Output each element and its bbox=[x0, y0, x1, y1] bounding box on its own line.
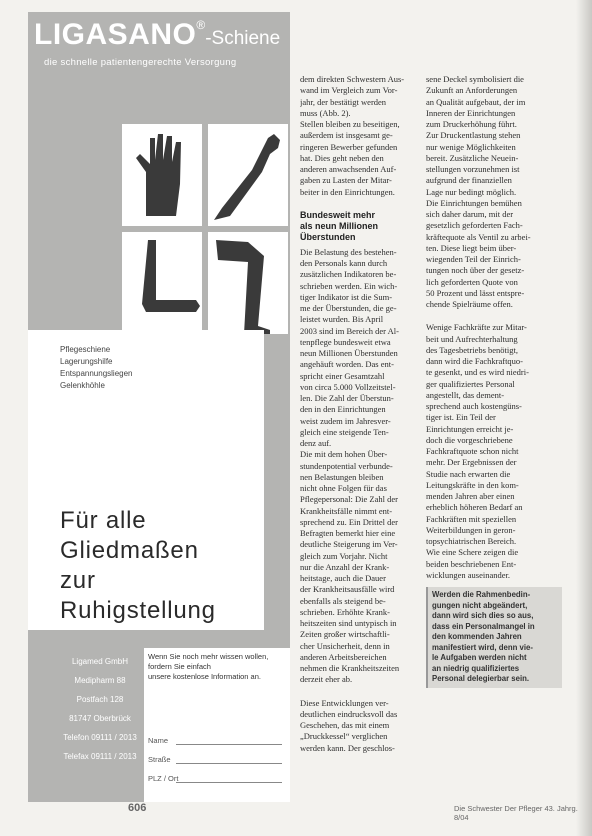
order-coupon bbox=[28, 648, 290, 802]
text-line: ger qualifiziertes Personal bbox=[426, 378, 515, 389]
text-line: Fachkräften mit speziellen bbox=[426, 513, 517, 524]
text-line: manifestiert wird, denn vie- bbox=[432, 642, 533, 652]
field-label: Straße bbox=[148, 755, 171, 764]
pull-quote bbox=[426, 587, 562, 688]
text-line: Leitungskräfte in den kom- bbox=[426, 479, 519, 490]
text-line: den in den Einrichtungen bbox=[300, 404, 386, 415]
text-line: Krankheitsfälle nimmt ent- bbox=[300, 505, 393, 516]
bent-arm-icon bbox=[122, 232, 202, 334]
text-line: doch die vorgeschriebene bbox=[426, 434, 513, 445]
text-line: Zeiten großer wirtschaftli- bbox=[300, 629, 390, 640]
city-field[interactable] bbox=[148, 770, 282, 789]
address-line: Medipharm 88 bbox=[74, 676, 126, 685]
text-line: Wenige Fachkräfte zur Mitar- bbox=[426, 322, 527, 333]
text-line: wand im Vergleich zum Vor- bbox=[300, 85, 398, 96]
paragraph bbox=[300, 698, 418, 754]
text-line: hat. Dies geht neben den bbox=[300, 152, 384, 163]
text-line: beiden beschriebenen Ent- bbox=[426, 558, 517, 569]
text-line: „Druckkessel“ verglichen bbox=[300, 731, 388, 742]
text-line: heitstage, auch die Dauer bbox=[300, 573, 386, 583]
text-line: sene Deckel symbolisiert die bbox=[426, 74, 524, 84]
text-line: angehäuft worden. Das ent- bbox=[300, 359, 394, 370]
text-line: Werden die Rahmenbedin- bbox=[432, 590, 531, 599]
coupon-intro-line: fordern Sie einfach bbox=[148, 662, 211, 671]
text-line: Fachkraftquote schon nicht bbox=[426, 446, 519, 456]
coupon-fields bbox=[148, 732, 282, 789]
name-field[interactable] bbox=[148, 732, 282, 751]
slogan-line: Für alle bbox=[60, 507, 147, 534]
paragraph bbox=[300, 247, 418, 686]
text-line: den kommenden Jahren bbox=[432, 632, 522, 641]
text-line: zusätzlichen Indikatoren be- bbox=[300, 269, 397, 280]
pull-quote-text bbox=[432, 590, 559, 685]
text-line: nicht ohne Folgen für das bbox=[300, 483, 387, 493]
text-line: tungen noch über der gesetz- bbox=[426, 265, 525, 276]
text-line: derzeit eher ab. bbox=[300, 674, 353, 685]
text-line: topsychiatrischen Bereich. bbox=[426, 536, 517, 546]
text-line: dem direkten Schwestern Aus- bbox=[300, 74, 405, 84]
text-line: neun Millionen Überstunden bbox=[300, 348, 398, 358]
ad-white-panel bbox=[28, 330, 264, 630]
ad-slogan bbox=[60, 506, 260, 626]
company-address bbox=[58, 652, 142, 766]
text-line: beit und Aufrechterhaltung bbox=[426, 333, 518, 344]
text-line: Personal delegierbar sein. bbox=[432, 674, 530, 683]
text-line: kräftequote als Ventil zu arbei- bbox=[426, 231, 531, 242]
text-line: Lage nur bedingt möglich. bbox=[426, 186, 517, 197]
paragraph bbox=[426, 322, 562, 581]
text-line: Die Einrichtungen bemühen bbox=[426, 197, 522, 208]
text-line: ten. Diese liegt beim über- bbox=[426, 242, 517, 253]
coupon-intro-line: unsere kostenlose Information an. bbox=[148, 672, 261, 681]
feature-item: Lagerungshilfe bbox=[60, 357, 113, 366]
text-line: weist zudem im Jahresver- bbox=[300, 415, 391, 426]
text-line: erheblich höheren Bedarf an bbox=[426, 502, 523, 513]
text-line: gesetzlich geforderten Fach- bbox=[426, 220, 523, 231]
ligasano-advertisement bbox=[28, 12, 290, 802]
coupon-form bbox=[144, 648, 290, 802]
text-line: wiegenden Teil der Einrich- bbox=[426, 254, 521, 264]
text-line: le Aufgaben werden nicht bbox=[432, 653, 527, 662]
text-line: menden Jahren aber einen bbox=[426, 491, 515, 501]
text-line: dass ein Personalmangel in bbox=[432, 621, 535, 631]
text-line: nehmen die Krankheitszeiten bbox=[300, 663, 400, 673]
text-line: Geschehen, das mit einem bbox=[300, 720, 390, 730]
text-line: denz auf. bbox=[300, 438, 332, 448]
text-line: des Tagesbetriebs benötigt, bbox=[426, 344, 519, 355]
page-number: 606 bbox=[128, 802, 147, 814]
text-line: tiger Indikator ist die Sum- bbox=[300, 291, 393, 302]
slogan-line: Ruhigstellung bbox=[60, 597, 216, 624]
text-line: ringeren Bewerber gefunden bbox=[300, 141, 398, 152]
text-line: sich daher darum, mit der bbox=[426, 209, 514, 219]
text-line: Zukunft an Anforderungen bbox=[426, 85, 518, 96]
text-line: Überstunden bbox=[300, 231, 356, 242]
text-line: Diese Entwicklungen ver- bbox=[300, 697, 389, 708]
text-line: beiter in den Einrichtungen. bbox=[300, 186, 395, 197]
text-line: anderen anwachsenden Auf- bbox=[300, 164, 397, 174]
text-line: an Qualität aufgebaut, der im bbox=[426, 96, 526, 107]
text-line: dann wird die Fachkraftquo- bbox=[426, 356, 524, 366]
slogan-line: Gliedmaßen bbox=[60, 537, 199, 564]
text-line: me der Überstunden, die ge- bbox=[300, 303, 397, 313]
text-line: 50 Prozent und lässt entspre- bbox=[426, 287, 525, 298]
text-line: von circa 5.000 Vollzeitstel- bbox=[300, 381, 396, 392]
coupon-intro-line: Wenn Sie noch mehr wissen wollen, bbox=[148, 652, 269, 661]
write-line bbox=[176, 782, 282, 783]
text-line: den Personals kann durch bbox=[300, 258, 388, 268]
text-line: schrieben. Erhöhte Krank- bbox=[300, 606, 390, 617]
text-line: Stellen bleiben zu beseitigen, bbox=[300, 119, 400, 129]
text-line: Studie nach erwarten die bbox=[426, 468, 511, 479]
text-line: Zur Druckentlastung stehen bbox=[426, 130, 521, 141]
feature-item: Entspannungsliegen bbox=[60, 369, 133, 378]
journal-footer: Die Schwester Der Pfleger 43. Jahrg. 8/04 bbox=[454, 804, 578, 822]
write-line bbox=[176, 744, 282, 745]
text-line: stundenpotential verbunde- bbox=[300, 460, 393, 471]
slogan-line: zur bbox=[60, 567, 96, 594]
text-line: gungen nicht abgeändert, bbox=[432, 600, 528, 610]
phone-line: Telefon 09111 / 2013 bbox=[63, 733, 137, 742]
text-line: Bundesweit mehr bbox=[300, 209, 376, 220]
text-line: an niedrig qualifiziertes bbox=[432, 663, 520, 673]
address-line: Ligamed GmbH bbox=[71, 657, 129, 666]
text-line: Wie eine Schere zeigen die bbox=[426, 547, 519, 558]
text-line: schrieben werden. Ein wich- bbox=[300, 280, 398, 291]
text-line: der Krankheitsausfälle wird bbox=[300, 584, 395, 595]
text-line: Pflegepersonal: Die Zahl der bbox=[300, 494, 398, 505]
field-label: PLZ / Ort bbox=[148, 774, 179, 783]
address-line: Postfach 128 bbox=[76, 695, 124, 704]
text-line: stellungen vorzunehmen ist bbox=[426, 164, 520, 174]
ad-tagline: die schnelle patientengerechte Versorgung bbox=[44, 57, 237, 68]
text-line: deutliche Steigerung im Ver- bbox=[300, 539, 398, 550]
text-line: Befragten bemerkt hier eine bbox=[300, 528, 396, 538]
text-line: ebenfalls als steigend be- bbox=[300, 595, 386, 606]
address-line: 81747 Oberbrück bbox=[69, 714, 131, 723]
paragraph bbox=[426, 74, 562, 310]
fax-line: Telefax 09111 / 2013 bbox=[63, 752, 137, 761]
text-line: Weiterbildungen in geron- bbox=[426, 524, 516, 535]
text-line: aufgrund der finanziellen bbox=[426, 175, 512, 186]
arm-icon bbox=[208, 124, 288, 226]
write-line bbox=[176, 763, 282, 764]
brand-suffix: -Schiene bbox=[205, 28, 281, 49]
text-line: sprechend zu. Ein Drittel der bbox=[300, 516, 398, 527]
coupon-intro bbox=[148, 652, 284, 682]
text-line: muss (Abb. 2). bbox=[300, 107, 351, 118]
text-line: nur die Anzahl der Krank- bbox=[300, 561, 390, 572]
text-line: te gesenkt, und es wird niedri- bbox=[426, 367, 529, 378]
text-line: tenpflege bundesweit etwa bbox=[300, 336, 391, 347]
text-line: mehr. Der Ergebnissen der bbox=[426, 457, 517, 468]
text-line: 2003 sind im Bereich der Al- bbox=[300, 325, 399, 336]
text-line: Die mit dem hohen Über- bbox=[300, 449, 388, 460]
text-line: len. Die Zahl der Überstun- bbox=[300, 393, 394, 403]
text-line: tiger ist. Ein Teil der bbox=[426, 412, 496, 423]
text-line: gaben zu Lasten der Mitar- bbox=[300, 175, 392, 186]
text-line: bereit. Zusätzliche Neuein- bbox=[426, 152, 519, 163]
text-line: chende Spielräume offen. bbox=[426, 299, 513, 309]
product-feature-list bbox=[60, 344, 133, 392]
product-icon-grid bbox=[122, 124, 288, 334]
text-line: deutlichen eindrucksvoll das bbox=[300, 708, 398, 719]
text-line: Die Belastung des bestehen- bbox=[300, 246, 397, 257]
page-fold-shadow bbox=[576, 0, 592, 836]
feature-item: Pflegeschiene bbox=[60, 345, 111, 354]
text-line: Inneren der Einrichtungen bbox=[426, 107, 516, 118]
text-line: cher Unsicherheit, denn in bbox=[300, 640, 390, 651]
brand-registered-mark: ® bbox=[196, 18, 206, 32]
text-line: wicklungen auseinander. bbox=[426, 569, 511, 580]
text-line: Einrichtungen erreicht je- bbox=[426, 423, 514, 434]
text-line: leistet wurden. Bis April bbox=[300, 314, 384, 325]
feature-item: Gelenkhöhle bbox=[60, 381, 105, 390]
text-line: anderen Arbeitsbereichen bbox=[300, 651, 387, 662]
brand-name: LIGASANO bbox=[34, 18, 197, 51]
text-line: lich geforderten Quote von bbox=[426, 276, 518, 287]
article-column-2 bbox=[426, 74, 562, 688]
text-line: heitszeiten sind untypisch in bbox=[300, 618, 397, 628]
text-line: außerdem ist insgesamt ge- bbox=[300, 130, 393, 141]
text-line: als neun Millionen bbox=[300, 220, 379, 231]
text-line: nen Belastungen bleiben bbox=[300, 471, 384, 482]
raised-hand-icon bbox=[122, 124, 202, 226]
text-line: gleich zum Vorjahr. Nicht bbox=[300, 550, 388, 561]
text-line: dann wird sich dies so aus, bbox=[432, 611, 534, 620]
text-line: gleich eine steigende Ten- bbox=[300, 426, 389, 437]
bent-leg-icon bbox=[208, 232, 288, 334]
text-line: jahr, der bestätigt werden bbox=[300, 96, 387, 107]
article-column-1 bbox=[300, 74, 418, 754]
brand-logo bbox=[34, 18, 280, 52]
street-field[interactable] bbox=[148, 751, 282, 770]
text-line: werden kann. Der geschlos- bbox=[300, 742, 395, 753]
text-line: sprechend auch kostengüns- bbox=[426, 401, 522, 411]
text-line: zum Druckerhöhung führt. bbox=[426, 119, 517, 129]
field-label: Name bbox=[148, 736, 169, 745]
section-heading bbox=[300, 210, 418, 243]
text-line: nur wenige Möglichkeiten bbox=[426, 141, 516, 152]
paragraph bbox=[300, 74, 418, 198]
text-line: angestellt, das dement- bbox=[426, 389, 505, 400]
text-line: spricht einer Gesamtzahl bbox=[300, 370, 385, 381]
